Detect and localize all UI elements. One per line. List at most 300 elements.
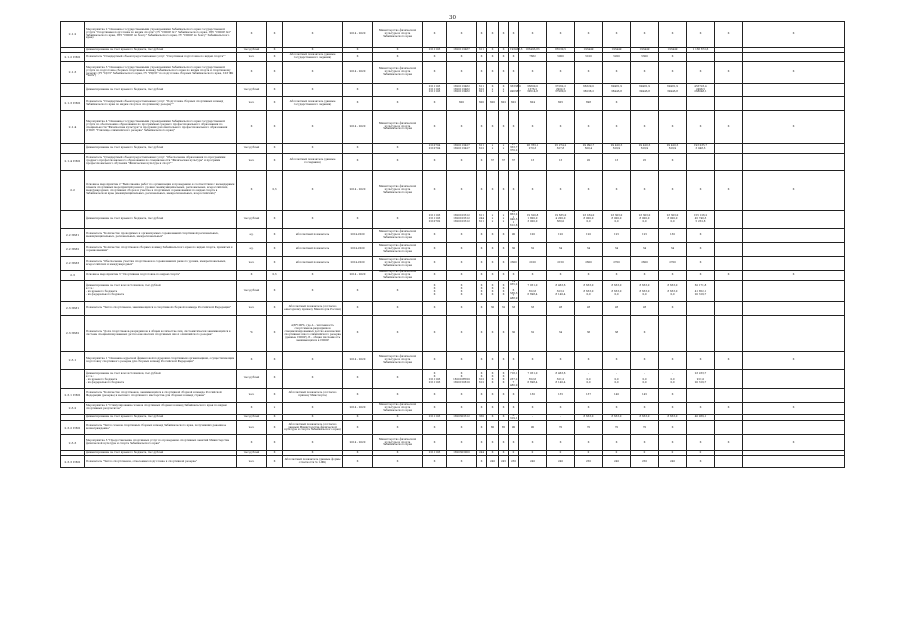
table-cell: X [447,153,477,170]
table-cell: X [267,84,283,97]
table-cell: X [447,243,477,257]
table-cell: X [283,271,343,281]
table-cell: 240 [547,456,575,468]
table-cell: чел. [237,153,267,170]
table-row [61,302,845,316]
table-cell: X X 182010R810 1820150810 [447,370,477,388]
table-cell: X [487,257,499,271]
table-cell: 600 [447,97,477,111]
table-cell: X [715,111,743,144]
table-cell: X [373,388,423,402]
table-cell: 125 [603,229,631,243]
table-cell [659,316,687,352]
table-cell: X [631,316,659,352]
table-cell: 13 [519,153,547,170]
table-cell: 7 051,0 352,6 6 698,4 [519,370,547,388]
table-cell: X [687,62,715,84]
table-cell: 27 353,7 370,2 [510,143,518,152]
table-row [61,229,845,243]
row-code: 2.3 [61,271,85,281]
table-cell: 8 633,0 8 633,0 0,0 [631,280,659,301]
table-cell: X [487,48,499,53]
table-cell: X [267,53,283,62]
table-cell: X [373,316,423,352]
table-cell: X [373,421,423,435]
table-cell: 7 051,0 352,6 6 698,4 [519,280,547,301]
table-cell: X [267,62,283,84]
table-cell: X X X X [499,280,509,301]
row-description: Показатель "Число членов спортивных сборных команд Забайкальского края, получивших денежное вознаграждение" [85,421,237,435]
table-cell: 34 [603,243,631,257]
row-code [61,280,85,301]
table-cell: X [487,271,499,281]
table-row [61,84,845,97]
table-cell: X [547,62,575,84]
table-cell: 137 [575,388,603,402]
table-cell: X [423,271,447,281]
table-cell: X [447,229,477,243]
table-cell [631,97,659,111]
table-cell: X [267,421,283,435]
table-cell: чел. [237,97,267,111]
table-cell: X [499,435,509,451]
table-cell: X [687,271,715,281]
table-cell: 0110704 0110704 [423,144,447,154]
table-row [61,316,845,352]
table-cell: X [343,280,373,301]
table-cell: Министерство физической культуры и спорта Забайкальского края [373,243,423,257]
program-table [60,21,845,468]
row-description: финансирование за счет краевого бюджета, тыс.рублей [85,144,237,154]
row-code: 2.1.3 ПМ1 [61,97,85,111]
row-code: 2.3.2 [61,402,85,414]
table-cell: X [519,435,547,451]
table-cell: X [743,170,845,210]
table-cell: X [477,229,487,243]
table-cell: чел. [237,257,267,271]
table-cell: X [487,451,499,456]
table-cell [687,302,715,316]
table-cell: X [499,257,509,271]
table-cell [743,97,845,111]
table-cell [715,257,743,271]
table-cell: X X 612 612 [477,370,487,388]
table-cell: X [743,22,845,48]
row-code: 2.3 ПМ2 [61,316,85,352]
table-cell: 23 184,0 8 000,0 0,0 [575,210,603,228]
table-cell: X [423,22,447,48]
table-cell [687,97,715,111]
table-cell: X [267,243,283,257]
table-cell: Министерство физической культуры и спорта Забайкальского края [373,352,423,370]
table-cell: 240 [487,456,499,468]
table-cell: Абсолютный показатель (данные формы отчетности № 1-ФК) [283,456,343,468]
table-cell: тыс.рублей [237,414,267,421]
table-row [61,153,845,170]
table-cell: 5300 [631,53,659,62]
row-code: 2.1.2 [61,22,85,48]
table-cell: X [687,435,715,451]
table-cell: 145 [631,388,659,402]
table-cell: 14 035,2 6 536,3 7 488,9 [510,279,518,301]
table-cell: 240 [519,456,547,468]
table-cell: 26 783,1 270,3 [519,144,547,154]
table-cell [715,53,743,62]
table-cell: 62 171,8 41 852,1 20 319,7 [687,280,715,301]
table-cell [715,210,743,228]
table-cell: X [659,22,687,48]
table-cell: X [477,271,487,281]
table-cell: X [575,352,603,370]
table-cell: - [547,414,575,421]
table-cell: 36 [575,316,603,352]
table-cell: X [373,144,423,154]
table-cell: - 0,0 0,0 [603,370,631,388]
table-cell: X [343,451,373,456]
row-code: 2.3 ПМ1 [61,302,85,316]
table-cell: 0 [519,451,547,456]
table-cell [743,144,845,154]
table-cell: X [487,111,499,144]
table-row [61,456,845,468]
table-cell: X [447,302,477,316]
table-cell [743,316,845,352]
table-cell: X [687,257,715,271]
table-cell [687,388,715,402]
table-cell: 611 612 621 [477,84,487,97]
table-cell: X [499,316,509,352]
table-cell: X [343,414,373,421]
table-cell: 33 [519,302,547,316]
table-cell: X [343,316,373,352]
table-cell: X [487,53,499,62]
table-cell: X [659,352,687,370]
table-cell: X [603,22,631,48]
table-cell: 30 [487,302,499,316]
row-description: Показатель "Количество спортсменов сборных команд Забайкальского края по видам спорта, принятых к соревнованиям" [85,243,237,257]
table-cell: X [487,316,499,352]
table-cell [715,421,743,435]
table-cell: - 0,0 0,0 [631,370,659,388]
table-cell: 244 [477,451,487,456]
table-cell: 30 [509,243,519,257]
table-cell: X [715,62,743,84]
table-cell: X [603,435,631,451]
table-cell: 34 [547,243,575,257]
table-row [61,414,845,421]
table-cell: X [743,111,845,144]
table-row [61,257,845,271]
table-cell [743,243,845,257]
table-cell: X [477,316,487,352]
table-cell: X [237,435,267,451]
table-cell: X [575,435,603,451]
table-cell: 32 [499,302,509,316]
table-cell: чел. [237,456,267,468]
table-cell: X [343,48,373,53]
table-cell [715,414,743,421]
row-code: 2.2 ПМ3 [61,257,85,271]
table-cell: 38 [603,316,631,352]
row-description: Показатель "Число спортсменов, отнесенных подготовке к спортивной резерве" [85,456,237,468]
table-row [61,210,845,228]
table-cell: 193458,3 [510,47,523,51]
table-cell: X [603,62,631,84]
table-cell [715,388,743,402]
table-cell: X [477,53,487,62]
table-cell [715,316,743,352]
table-cell: X [509,170,519,210]
table-cell: X [487,414,499,421]
table-cell: 37 [499,153,509,170]
table-cell: 2700 [603,257,631,271]
table-cell: X [575,271,603,281]
row-description: финансирование за счет краевого бюджета, тыс.рублей [85,451,237,456]
table-cell: 19 635,0 4 200,0 580,0 [547,210,575,228]
table-cell: 2014 - 2020 [343,170,373,210]
table-cell: x x [499,144,509,154]
row-description: Показатель "Количество спортсменов, занимающихся в спортивной сборной команде Российской Федерации (резерве) и высшего спортивного мастерства для сборных команд страны" [85,388,237,402]
table-cell: 605 [547,97,575,111]
table-cell: 155 126,2 45 740,3 5 252,8 [687,210,715,228]
table-cell: 25 [631,153,659,170]
table-cell: X [423,352,447,370]
table-cell: 90 [519,421,547,435]
table-cell: X [373,302,423,316]
table-cell: Министерство физической культуры и спорта Забайкальского края [373,170,423,210]
table-cell: 23 303,0 8 000,0 0,0 [603,210,631,228]
row-description: Мероприятие 3 "Оказание государственными учреждениями Забайкальского края государственной услуги по подготовке сборных спортивных команд Забайкальского края по видам спорта и спортивному резерву (ГУ "ЦСП" Забайкальского края, ГУ "РЦСП" по подготовке сборных Забайкальского края, ГАУ ФК "Чита") [85,62,237,84]
row-description: Показатель "Количество проводимых и организуемых соревнований спортивной региональных, межмуниципальных, региональных, межрегиональных" [85,229,237,243]
table-cell: X [499,271,509,281]
table-cell: X [575,402,603,414]
table-cell: X [283,210,343,228]
table-cell: X [575,62,603,84]
table-cell: X [373,48,423,53]
table-cell: x x x [499,210,509,228]
table-cell: X [373,97,423,111]
table-cell: X [715,402,743,414]
table-cell: Абсолютный показатель (согласно данным Министерства физической культуры и спорта Забайкальского края) [283,421,343,435]
table-cell: 34 [575,243,603,257]
table-cell: 1820303000 [447,451,477,456]
table-cell: X [343,84,373,97]
table-cell: 25 274,2 327,8 [547,144,575,154]
table-cell: Абсолютный показатель (данные государственного задания) [283,53,343,62]
table-cell: X [237,111,267,144]
table-cell [743,53,845,62]
table-cell: 85530,5 [547,48,575,53]
row-code: 2.2 [61,170,85,210]
table-cell: X [499,62,509,84]
table-cell: X [477,257,487,271]
table-cell: 2014 - 2020 [343,22,373,48]
table-cell: X [519,111,547,144]
table-cell: X [499,402,509,414]
table-cell: X X X X [487,280,499,301]
table-cell: X [477,153,487,170]
table-cell: 13 [547,153,575,170]
table-cell: 66329,0 38238,2 [575,84,603,97]
table-cell: X X 0111103 0111103 [423,370,447,388]
table-cell: X [237,402,267,414]
table-cell [743,414,845,421]
table-cell: X [499,170,509,210]
table-cell [743,153,845,170]
row-description: Мероприятие 4 "Оказание государственными учреждениями Забайкальского края государственной услуги по обеспечению образования по программам среднего профессионального образования по специальности "Физическая культура" и программ дополнительного профессионального образования (ГПОУ "Училище олимпийского резерва" Забайкальского края)" [85,111,237,144]
table-cell [687,53,715,62]
table-cell: X [447,53,477,62]
table-cell: X [423,302,447,316]
table-cell: 604 [519,97,547,111]
table-cell [743,257,845,271]
table-cell: 8 463,6 321,2 8 140,4 [547,370,575,388]
table-cell: X [487,402,499,414]
table-cell: X [267,451,283,456]
table-cell: чел. [237,53,267,62]
table-cell: X [687,111,715,144]
table-cell: X [373,53,423,62]
table-cell: X [237,22,267,48]
table-cell: X [547,402,575,414]
table-cell: X [423,53,447,62]
table-cell: 2014 - 2020 [343,352,373,370]
table-row [61,62,845,84]
table-cell: X [687,229,715,243]
table-cell: X [423,153,447,170]
table-cell: X [447,402,477,414]
table-cell: 193449 [659,48,687,53]
table-cell: X [603,352,631,370]
table-cell: 29 420,5 529,9 [603,144,631,154]
table-cell: абсолютный показатель [283,257,343,271]
table-cell: Министерство физической культуры и спорта Забайкальского края [373,22,423,48]
table-cell: 0 [659,451,687,456]
table-cell: 2100 [519,257,547,271]
table-cell: Абсолютный показатель (согласно приказу Минспорта) [283,388,343,402]
table-cell: 2014 - 2020 [343,111,373,144]
table-cell: X [499,229,509,243]
table-cell: X [447,257,477,271]
table-cell [715,370,743,388]
table-cell: X [659,153,687,170]
table-cell: X [447,316,477,352]
table-cell [743,370,845,388]
table-cell [715,153,743,170]
table-cell: X [603,97,631,111]
table-cell: X [631,170,659,210]
table-cell: X [631,271,659,281]
table-cell: X [267,435,283,451]
row-code: 2.1.3 [61,62,85,84]
table-cell: 23 233,7 911,0 20 319,7 [687,370,715,388]
table-cell: X [477,302,487,316]
table-cell: 20 [575,153,603,170]
table-row [61,170,845,210]
table-cell: тыс.рублей [237,370,267,388]
table-cell: X [343,456,373,468]
table-cell: 8 463,6 323,2 8 140,4 [547,280,575,301]
table-cell: X [343,53,373,62]
table-cell: 37262,2 2922,3 37980,0 [547,84,575,97]
table-cell: тыс.рублей [237,280,267,301]
table-cell: X [547,352,575,370]
table-cell: X [283,414,343,421]
table-cell: X [547,271,575,281]
table-cell: - 0,0 0,0 [659,370,687,388]
table-cell: А/Б*100%, где А – численность спортсменов-разрядников специализированных детско-юношеских спортивных школ олимпийского резерва (данные СШОР), Б – общая численность занимающихся в СШОР [283,316,343,352]
table-cell: 2014 - 2020 [343,402,373,414]
table-cell: 2014-2020 [343,257,373,271]
table-cell: 2014 - 2020 [343,435,373,451]
row-code [61,84,85,97]
table-cell: X [373,84,423,97]
table-cell: X [519,402,547,414]
table-cell: Министерство физической культуры и спорта Забайкальского края [373,402,423,414]
table-cell: X [631,62,659,84]
table-cell: X [447,352,477,370]
table-cell: X [509,402,519,414]
table-cell: 698 [575,97,603,111]
table-cell: X [631,22,659,48]
table-cell: X [499,352,509,370]
table-cell: X [343,153,373,170]
table-cell: X [715,22,743,48]
row-description: Показатель "Число спортсменов, занимающихся в спортивной сборной команде Российской Федерации" [85,302,237,316]
table-cell: % [237,316,267,352]
table-cell: X [499,414,509,421]
table-cell: 28 [575,302,603,316]
table-cell: X [237,62,267,84]
table-cell: 0,3 [267,170,283,210]
table-cell: X [423,97,447,111]
table-cell: X [283,402,343,414]
table-cell: X [715,170,743,210]
table-cell: X [373,153,423,170]
table-cell: 28 [547,302,575,316]
table-cell: X [659,271,687,281]
table-cell: X [743,435,845,451]
table-cell: X [343,97,373,111]
table-cell: X [477,388,487,402]
table-cell: - [519,414,547,421]
table-cell: X [423,421,447,435]
table-cell: 70 [547,421,575,435]
table-cell: X [283,48,343,53]
table-row [61,435,845,451]
table-cell: 602 [509,97,519,111]
table-row [61,271,845,281]
table-cell [743,229,845,243]
table-cell: X [267,229,283,243]
table-cell: X [509,62,519,84]
table-cell: X [509,388,519,402]
table-cell: 30 [509,316,519,352]
table-cell: X [743,352,845,370]
table-cell: X [283,111,343,144]
row-description: финансирование за счет краевого бюджета, тыс.рублей [85,48,237,53]
table-cell: X [373,370,423,388]
table-cell: 0 [603,451,631,456]
table-cell: 0,3 [267,271,283,281]
table-cell: 40 939,1 [687,414,715,421]
table-cell: 7 718,1 237,2 7 480,9 [510,369,518,387]
table-cell: абсолютный показатель [283,243,343,257]
table-cell: X [487,388,499,402]
row-code: 2.1.4 [61,111,85,144]
table-cell: X x x [499,84,509,97]
table-cell: X [487,170,499,210]
